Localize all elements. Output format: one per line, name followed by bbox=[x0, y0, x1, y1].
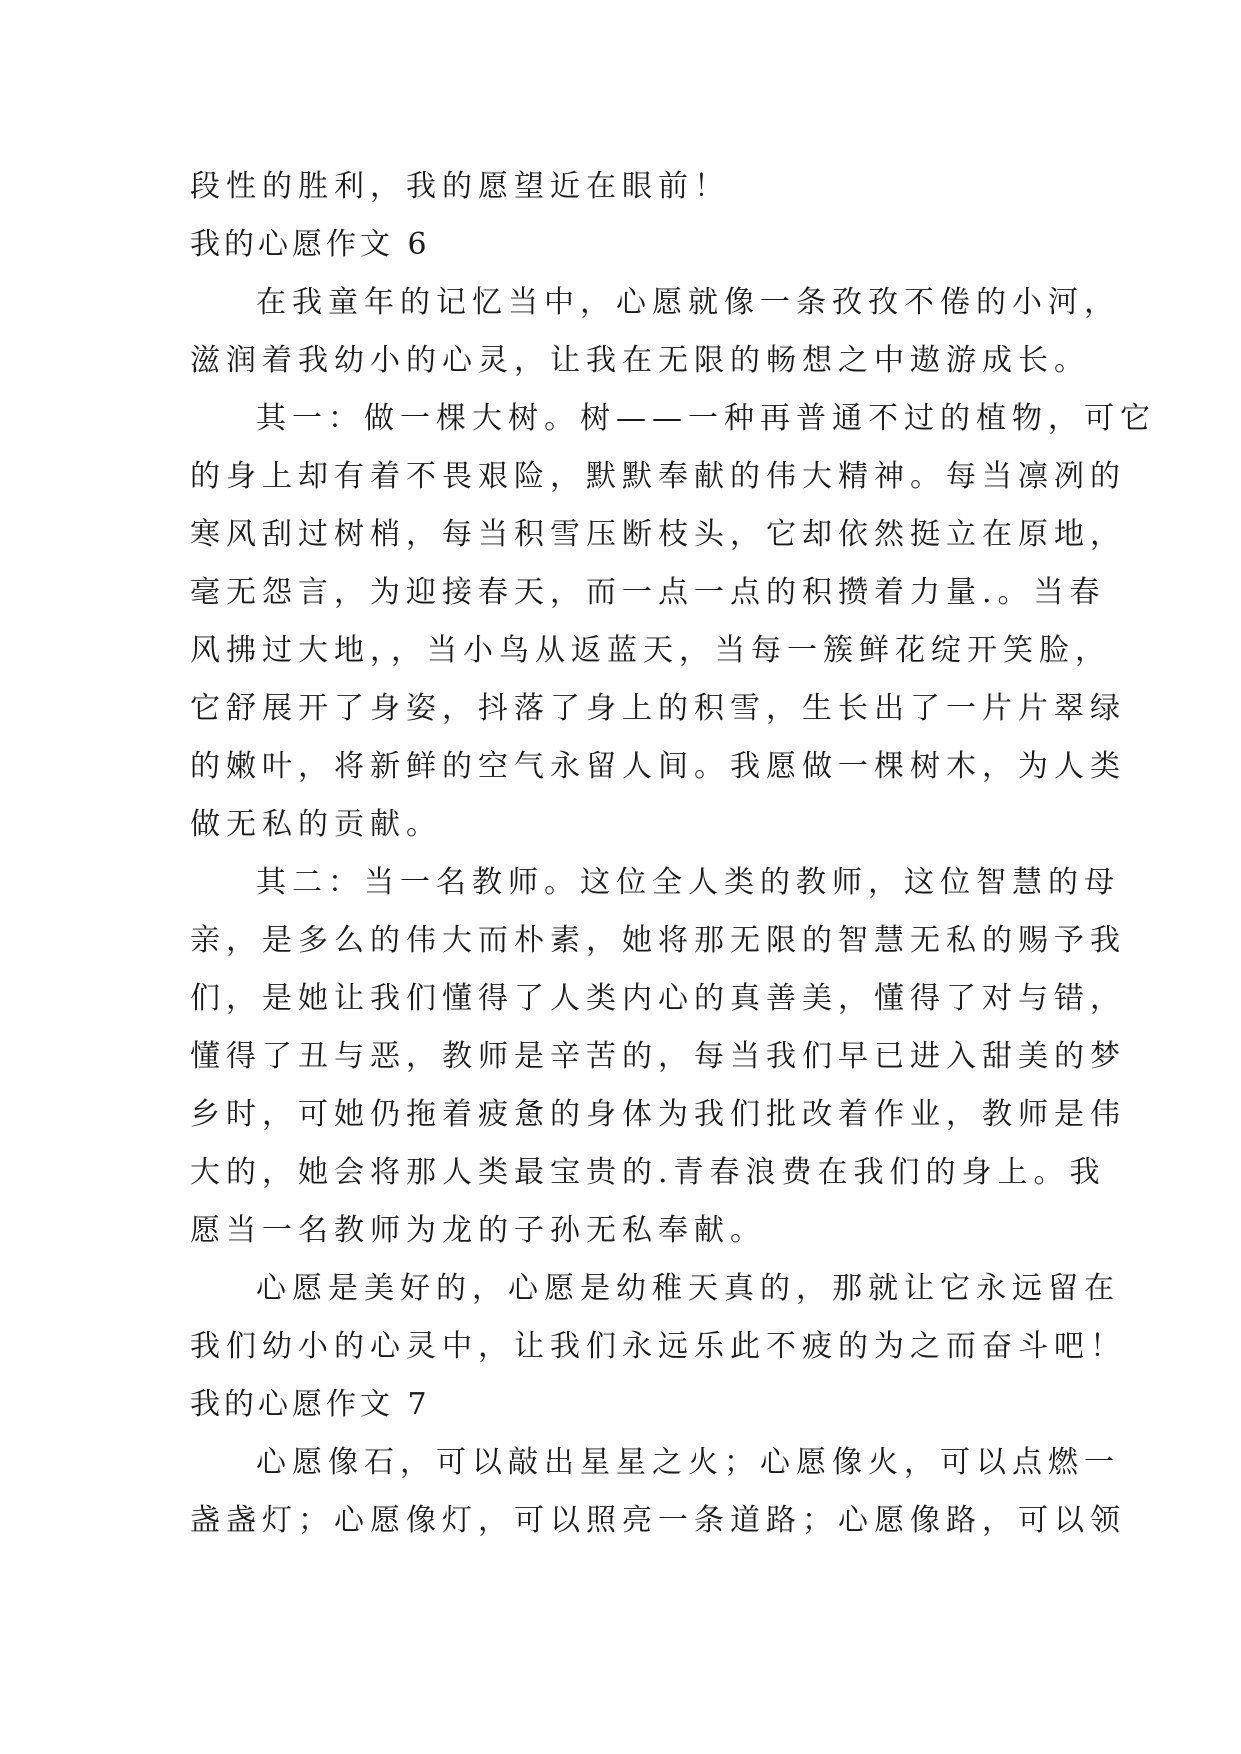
paragraph-line: 其一：做一棵大树。树——一种再普通不过的植物，可它 bbox=[256, 401, 1156, 436]
paragraph-line: 在我童年的记忆当中，心愿就像一条孜孜不倦的小河， bbox=[256, 285, 1120, 320]
paragraph-line: 大的，她会将那人类最宝贵的.青春浪费在我们的身上。我 bbox=[190, 1155, 1106, 1190]
paragraph-line: 它舒展开了身姿，抖落了身上的积雪，生长出了一片片翠绿 bbox=[190, 691, 1126, 726]
section-title-6: 我的心愿作文 6 bbox=[190, 227, 431, 262]
paragraph-line: 我们幼小的心灵中，让我们永远乐此不疲的为之而奋斗吧！ bbox=[190, 1329, 1126, 1364]
paragraph-line: 的身上却有着不畏艰险，默默奉献的伟大精神。每当凛冽的 bbox=[190, 459, 1126, 494]
paragraph bbox=[190, 390, 1156, 854]
paragraph-line: 滋润着我幼小的心灵，让我在无限的畅想之中遨游成长。 bbox=[190, 343, 1090, 378]
paragraph-line: 懂得了丑与恶，教师是辛苦的，每当我们早已进入甜美的梦 bbox=[190, 1039, 1126, 1074]
paragraph bbox=[190, 274, 1120, 390]
paragraph bbox=[190, 1260, 1126, 1376]
opening-line: 段性的胜利，我的愿望近在眼前！ bbox=[190, 169, 730, 204]
paragraph-line: 风拂过大地，，当小鸟从返蓝天，当每一簇鲜花绽开笑脸， bbox=[190, 633, 1111, 668]
paragraph-line: 心愿像石，可以敲出星星之火；心愿像火，可以点燃一 bbox=[256, 1445, 1120, 1480]
paragraph-line: 愿当一名教师为龙的子孙无私奉献。 bbox=[190, 1213, 766, 1248]
paragraph-line: 毫无怨言，为迎接春天，而一点一点的积攒着力量.。当春 bbox=[190, 575, 1106, 610]
paragraph-line: 寒风刮过树梢，每当积雪压断枝头，它却依然挺立在原地， bbox=[190, 517, 1126, 552]
paragraph-line: 亲，是多么的伟大而朴素，她将那无限的智慧无私的赐予我 bbox=[190, 923, 1126, 958]
section-title-7: 我的心愿作文 7 bbox=[190, 1387, 431, 1422]
paragraph-line: 做无私的贡献。 bbox=[190, 807, 442, 842]
paragraph-line: 们，是她让我们懂得了人类内心的真善美，懂得了对与错， bbox=[190, 981, 1126, 1016]
paragraph-line: 心愿是美好的，心愿是幼稚天真的，那就让它永远留在 bbox=[256, 1271, 1120, 1306]
paragraph bbox=[190, 1434, 1126, 1550]
paragraph-line: 其二：当一名教师。这位全人类的教师，这位智慧的母 bbox=[256, 865, 1120, 900]
paragraph bbox=[190, 854, 1126, 1260]
paragraph-line: 盏盏灯；心愿像灯，可以照亮一条道路；心愿像路，可以领 bbox=[190, 1503, 1126, 1538]
paragraph-line: 乡时，可她仍拖着疲惫的身体为我们批改着作业，教师是伟 bbox=[190, 1097, 1126, 1132]
paragraph-line: 的嫩叶，将新鲜的空气永留人间。我愿做一棵树木，为人类 bbox=[190, 749, 1126, 784]
